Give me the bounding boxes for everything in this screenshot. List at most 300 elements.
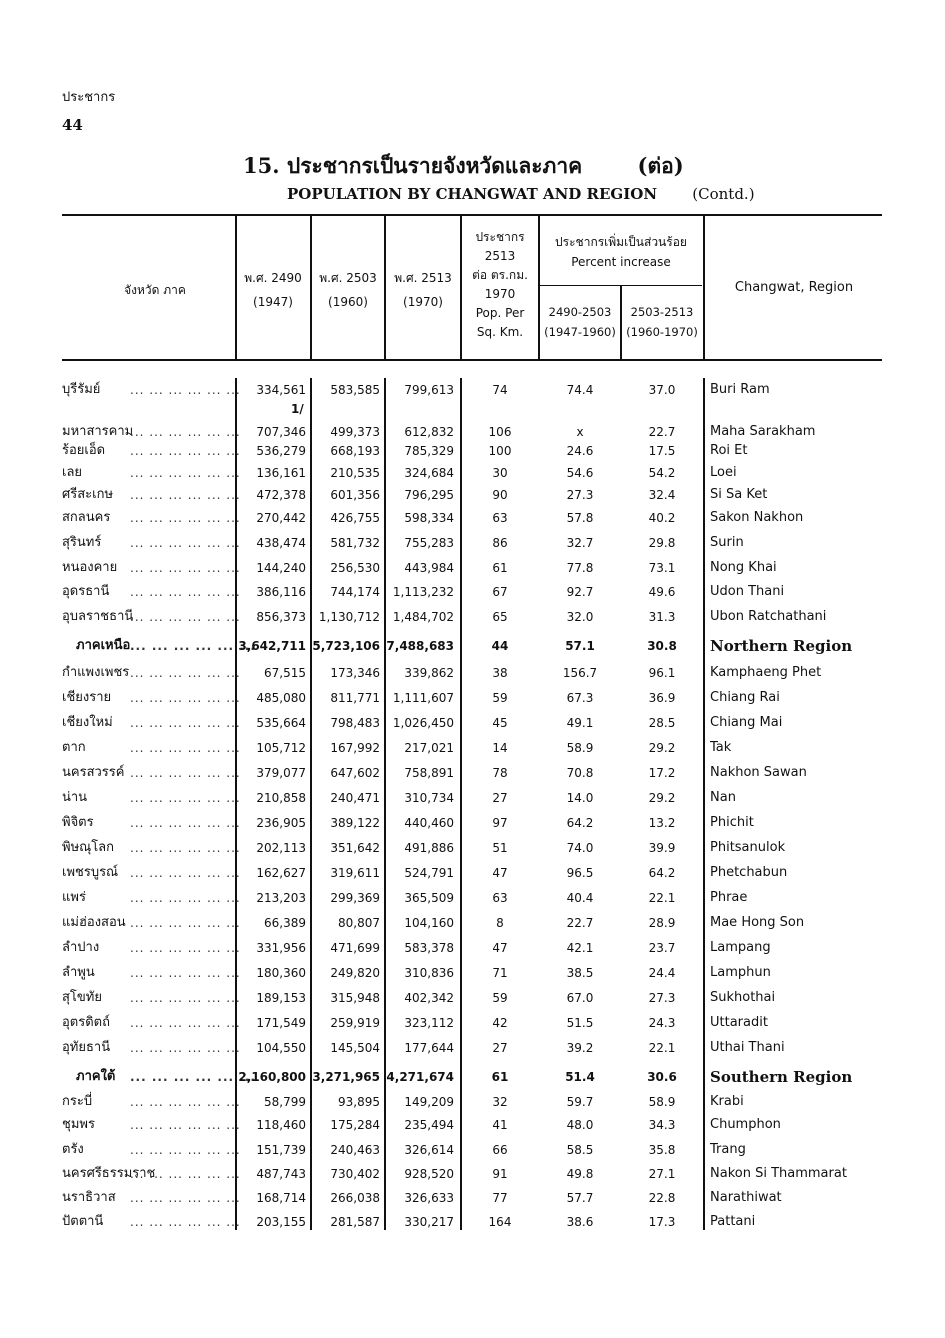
header-density: [461, 228, 539, 342]
header-inc1-year: (1947-1960): [544, 325, 616, 339]
leader-dots: ... ... ... ... ... ...: [130, 816, 241, 830]
increase-1947-1960: 67.0: [566, 991, 594, 1005]
increase-1960-1970: 17.3: [648, 1215, 676, 1229]
increase-1947-1960: 59.7: [566, 1095, 594, 1109]
header-percent-increase: [538, 232, 704, 272]
population-1970: 310,836: [404, 966, 454, 980]
increase-1960-1970: 24.3: [648, 1016, 676, 1030]
increase-1947-1960: 48.0: [566, 1118, 594, 1132]
density-1970: 14: [492, 741, 508, 755]
population-1947: 236,905: [256, 816, 306, 830]
header-1947-year: (1947): [253, 295, 293, 309]
changwat-english: Nong Khai: [710, 560, 777, 575]
leader-dots: ... ... ... ... ... ...: [130, 791, 241, 805]
changwat-thai: อุทัยธานี: [62, 1040, 111, 1055]
table-row: [0, 811, 945, 835]
increase-1947-1960: 96.5: [566, 866, 594, 880]
table-top-rule: [62, 214, 882, 216]
population-1960: 471,699: [330, 941, 380, 955]
increase-1960-1970: 28.5: [648, 716, 676, 730]
density-1970: 66: [492, 1143, 508, 1157]
changwat-english: Uthai Thani: [710, 1040, 785, 1055]
increase-1947-1960: 54.6: [566, 466, 594, 480]
population-1970: 612,832: [404, 425, 454, 439]
changwat-thai: ภาคเหนือ: [76, 638, 131, 653]
header-density-thai-2: 2513: [484, 249, 516, 263]
population-1960: 1,130,712: [318, 610, 380, 624]
increase-1947-1960: 32.0: [566, 610, 594, 624]
density-1970: 77: [492, 1191, 508, 1205]
table-row: [0, 580, 945, 604]
table-row: [0, 736, 945, 760]
header-1960-year: (1960): [328, 295, 368, 309]
leader-dots: ... ... ... ... ... ...: [130, 488, 241, 502]
population-1960: 249,820: [330, 966, 380, 980]
population-1960: 175,284: [330, 1118, 380, 1132]
population-1970: 598,334: [404, 511, 454, 525]
increase-1947-1960: 39.2: [566, 1041, 594, 1055]
header-increase-thai: ประชากรเพิ่มเป็นส่วนร้อย: [555, 235, 687, 249]
changwat-thai: สุโขทัย: [62, 990, 102, 1005]
table-row: [0, 1090, 945, 1114]
population-1960: 744,174: [330, 585, 380, 599]
density-1970: 86: [492, 536, 508, 550]
region-row: [0, 634, 945, 658]
population-1970: 310,734: [404, 791, 454, 805]
changwat-thai: ปัตตานี: [62, 1214, 104, 1229]
population-1960: 730,402: [330, 1167, 380, 1181]
population-1947: 203,155: [256, 1215, 306, 1229]
population-1960: 256,530: [330, 561, 380, 575]
increase-1947-1960: 24.6: [566, 444, 594, 458]
increase-1947-1960: 38.6: [566, 1215, 594, 1229]
changwat-english: Trang: [710, 1142, 746, 1157]
increase-1960-1970: 22.8: [648, 1191, 676, 1205]
population-1947: 487,743: [256, 1167, 306, 1181]
changwat-english: Chiang Rai: [710, 690, 780, 705]
population-1960: 581,732: [330, 536, 380, 550]
table-row: [0, 506, 945, 530]
population-1960: 811,771: [330, 691, 380, 705]
population-1970: 440,460: [404, 816, 454, 830]
changwat-thai: แพร่: [62, 890, 86, 905]
population-1970: 7,488,683: [386, 639, 454, 653]
density-1970: 78: [492, 766, 508, 780]
leader-dots: ... ... ... ... ... ...: [130, 1167, 241, 1181]
leader-dots: ... ... ... ... ... ...: [130, 1143, 241, 1157]
population-1970: 928,520: [404, 1167, 454, 1181]
changwat-thai: ลำพูน: [62, 965, 95, 980]
population-1970: 524,791: [404, 866, 454, 880]
increase-1960-1970: 31.3: [648, 610, 676, 624]
leader-dots: ... ... ... ... ... ...: [130, 536, 241, 550]
changwat-english: Phichit: [710, 815, 754, 830]
table-row: [0, 1138, 945, 1162]
density-1970: 63: [492, 511, 508, 525]
increase-1960-1970: 24.4: [648, 966, 676, 980]
changwat-thai: สุรินทร์: [62, 535, 102, 550]
table-row: [0, 886, 945, 910]
population-1960: 583,585: [330, 383, 380, 397]
increase-1947-1960: 74.0: [566, 841, 594, 855]
increase-1947-1960: 57.8: [566, 511, 594, 525]
population-1970: 799,613: [404, 383, 454, 397]
population-1947: 168,714: [256, 1191, 306, 1205]
population-1947: 66,389: [264, 916, 306, 930]
leader-dots: ... ... ... ... ... ...: [130, 585, 241, 599]
leader-dots: ... ... ... ... ... ...: [130, 466, 241, 480]
population-1947: 210,858: [256, 791, 306, 805]
population-1947: 856,373: [256, 610, 306, 624]
increase-1947-1960: 32.7: [566, 536, 594, 550]
title-thai-contd: (ต่อ): [637, 153, 684, 178]
population-1970: 796,295: [404, 488, 454, 502]
changwat-thai: บุรีรัมย์: [62, 382, 101, 397]
title-english-text: POPULATION BY CHANGWAT AND REGION: [287, 185, 658, 203]
changwat-english: Chumphon: [710, 1117, 781, 1132]
increase-1960-1970: 37.0: [648, 383, 676, 397]
changwat-english: Si Sa Ket: [710, 487, 768, 502]
changwat-thai: นครศรีธรรมราช: [62, 1166, 156, 1181]
population-1947: 334,561: [256, 383, 306, 397]
table-row: [0, 836, 945, 860]
increase-1960-1970: 36.9: [648, 691, 676, 705]
population-1970: 217,021: [404, 741, 454, 755]
density-1970: 32: [492, 1095, 508, 1109]
population-1970: 1,026,450: [392, 716, 454, 730]
table-number: 15.: [243, 153, 280, 178]
population-1960: 281,587: [330, 1215, 380, 1229]
population-1970: 443,984: [404, 561, 454, 575]
leader-dots: ... ... ... ... ... ...: [130, 1041, 241, 1055]
increase-1960-1970: 29.2: [648, 791, 676, 805]
title-english-contd: (Contd.): [692, 185, 755, 203]
population-1947: 472,378: [256, 488, 306, 502]
population-1960: 798,483: [330, 716, 380, 730]
population-1947: 189,153: [256, 991, 306, 1005]
header-1970-thai: พ.ศ. 2513: [394, 271, 452, 285]
table-row: [0, 378, 945, 402]
population-1970: 235,494: [404, 1118, 454, 1132]
density-1970: 63: [492, 891, 508, 905]
header-1947: [236, 268, 310, 312]
density-1970: 164: [488, 1215, 512, 1229]
table-row: [0, 861, 945, 885]
density-1970: 59: [492, 691, 508, 705]
changwat-english: Uttaradit: [710, 1015, 768, 1030]
changwat-english: Chiang Mai: [710, 715, 783, 730]
leader-dots: ... ... ... ... ... ...: [130, 1191, 241, 1205]
changwat-thai: ตาก: [62, 740, 86, 755]
population-1960: 167,992: [330, 741, 380, 755]
population-1947: 136,161: [256, 466, 306, 480]
changwat-thai: พิจิตร: [62, 815, 94, 830]
region-row: [0, 1065, 945, 1089]
leader-dots: ... ... ... ... ... ...: [130, 766, 241, 780]
header-1947-thai: พ.ศ. 2490: [244, 271, 302, 285]
changwat-thai: ลำปาง: [62, 940, 100, 955]
population-1960: 210,535: [330, 466, 380, 480]
leader-dots: ... ... ... ... ... ...: [130, 511, 241, 525]
table-row: [0, 786, 945, 810]
increase-1947-1960: 51.4: [565, 1070, 595, 1084]
increase-1947-1960: 40.4: [566, 891, 594, 905]
population-1960: 499,373: [330, 425, 380, 439]
increase-1960-1970: 40.2: [648, 511, 676, 525]
changwat-thai: เชียงใหม่: [62, 715, 113, 730]
density-1970: 100: [488, 444, 512, 458]
increase-1947-1960: 51.5: [566, 1016, 594, 1030]
increase-1960-1970: 27.1: [648, 1167, 676, 1181]
increase-1947-1960: 70.8: [566, 766, 594, 780]
header-changwat-thai: จังหวัด ภาค: [124, 283, 186, 297]
population-1947: 707,346: [256, 425, 306, 439]
leader-dots: ... ... ... ... ... ...: [130, 639, 256, 653]
population-1970: 330,217: [404, 1215, 454, 1229]
changwat-thai: น่าน: [62, 790, 88, 805]
population-1970: 365,509: [404, 891, 454, 905]
header-1970: [385, 268, 461, 312]
population-1947: 58,799: [264, 1095, 306, 1109]
density-1970: 91: [492, 1167, 508, 1181]
population-1947: 104,550: [256, 1041, 306, 1055]
leader-dots: ... ... ... ... ... ...: [130, 1118, 241, 1132]
changwat-thai: หนองคาย: [62, 560, 118, 575]
header-density-en-2: Pop. Per: [475, 306, 525, 320]
header-inc2-year: (1960-1970): [626, 325, 698, 339]
changwat-english: Roi Et: [710, 443, 748, 458]
changwat-english: Kamphaeng Phet: [710, 665, 822, 680]
changwat-thai: ภาคใต้: [76, 1069, 116, 1084]
changwat-thai: แม่ฮ่องสอน: [62, 915, 126, 930]
changwat-thai: เชียงราย: [62, 690, 112, 705]
leader-dots: ... ... ... ... ... ...: [130, 941, 241, 955]
population-1970: 755,283: [404, 536, 454, 550]
increase-1947-1960: 38.5: [566, 966, 594, 980]
increase-1947-1960: 92.7: [566, 585, 594, 599]
population-1960: 266,038: [330, 1191, 380, 1205]
population-1960: 93,895: [338, 1095, 380, 1109]
increase-1960-1970: 73.1: [648, 561, 676, 575]
changwat-thai: เพชรบูรณ์: [62, 865, 119, 880]
density-1970: 38: [492, 666, 508, 680]
density-1970: 59: [492, 991, 508, 1005]
population-1947: 151,739: [256, 1143, 306, 1157]
density-1970: 71: [492, 966, 508, 980]
table-row: [0, 531, 945, 555]
population-1970: 326,614: [404, 1143, 454, 1157]
changwat-thai: กระบี่: [62, 1094, 93, 1109]
table-title-thai: [243, 150, 684, 183]
leader-dots: ... ... ... ... ... ...: [130, 561, 241, 575]
population-1947: 105,712: [256, 741, 306, 755]
table-row: [0, 1186, 945, 1210]
increase-1960-1970: 27.3: [648, 991, 676, 1005]
table-row: [0, 986, 945, 1010]
header-density-en-1: 1970: [484, 287, 516, 301]
increase-1960-1970: 35.8: [648, 1143, 676, 1157]
increase-1960-1970: 34.3: [648, 1118, 676, 1132]
increase-1947-1960: 74.4: [566, 383, 594, 397]
changwat-english: Southern Region: [710, 1068, 853, 1086]
changwat-thai: ชุมพร: [62, 1117, 95, 1132]
population-1970: 402,342: [404, 991, 454, 1005]
population-1960: 668,193: [330, 444, 380, 458]
increase-1947-1960: x: [576, 425, 584, 439]
population-1960: 240,463: [330, 1143, 380, 1157]
density-1970: 74: [492, 383, 508, 397]
population-1947: 379,077: [256, 766, 306, 780]
population-1947: 438,474: [256, 536, 306, 550]
table-row: [0, 461, 945, 485]
leader-dots: ... ... ... ... ... ...: [130, 383, 241, 397]
changwat-english: Nakon Si Thammarat: [710, 1166, 847, 1181]
leader-dots: ... ... ... ... ... ...: [130, 1070, 256, 1084]
population-1947: 2,160,800: [238, 1070, 306, 1084]
table-row: [0, 761, 945, 785]
population-1960: 351,642: [330, 841, 380, 855]
population-1947: 270,442: [256, 511, 306, 525]
header-1960-thai: พ.ศ. 2503: [319, 271, 377, 285]
population-1947: 535,664: [256, 716, 306, 730]
table-row: [0, 661, 945, 685]
table-row: [0, 961, 945, 985]
population-1970: 583,378: [404, 941, 454, 955]
density-1970: 97: [492, 816, 508, 830]
increase-1947-1960: 57.7: [566, 1191, 594, 1205]
changwat-thai: ร้อยเอ็ด: [62, 443, 106, 458]
leader-dots: ... ... ... ... ... ...: [130, 691, 241, 705]
increase-1960-1970: 39.9: [648, 841, 676, 855]
population-1947: 213,203: [256, 891, 306, 905]
density-1970: 51: [492, 841, 508, 855]
increase-1947-1960: 27.3: [566, 488, 594, 502]
density-1970: 47: [492, 866, 508, 880]
table-row: [0, 483, 945, 507]
header-increase-1960-1970: [622, 302, 702, 342]
increase-1947-1960: 58.5: [566, 1143, 594, 1157]
population-1970: 149,209: [404, 1095, 454, 1109]
population-1970: 177,644: [404, 1041, 454, 1055]
population-1960: 315,948: [330, 991, 380, 1005]
changwat-english: Surin: [710, 535, 744, 550]
leader-dots: ... ... ... ... ... ...: [130, 1095, 241, 1109]
increase-1947-1960: 49.1: [566, 716, 594, 730]
population-1960: 5,723,106: [312, 639, 380, 653]
density-1970: 61: [492, 561, 508, 575]
increase-1947-1960: 58.9: [566, 741, 594, 755]
table-row: [0, 936, 945, 960]
increase-1960-1970: 30.6: [647, 1070, 677, 1084]
table-row: [0, 1210, 945, 1234]
density-1970: 47: [492, 941, 508, 955]
population-1960: 319,611: [330, 866, 380, 880]
increase-1960-1970: 29.2: [648, 741, 676, 755]
population-1970: 1,484,702: [392, 610, 454, 624]
header-density-en-3: Sq. Km.: [476, 325, 524, 339]
population-1970: 1,113,232: [392, 585, 454, 599]
density-1970: 41: [492, 1118, 508, 1132]
population-1960: 80,807: [338, 916, 380, 930]
increase-1947-1960: 64.2: [566, 816, 594, 830]
leader-dots: ... ... ... ... ... ...: [130, 1016, 241, 1030]
leader-dots: ... ... ... ... ... ...: [130, 1215, 241, 1229]
density-1970: 61: [491, 1070, 509, 1084]
changwat-thai: อุตรดิตถ์: [62, 1015, 110, 1030]
population-1947: 536,279: [256, 444, 306, 458]
increase-1960-1970: 28.9: [648, 916, 676, 930]
increase-1960-1970: 17.2: [648, 766, 676, 780]
changwat-english: Pattani: [710, 1214, 756, 1229]
table-row: [0, 1036, 945, 1060]
changwat-english: Ubon Ratchathani: [710, 609, 827, 624]
changwat-thai: เลย: [62, 465, 83, 480]
increase-1960-1970: 32.4: [648, 488, 676, 502]
population-1960: 259,919: [330, 1016, 380, 1030]
changwat-thai: ตรัง: [62, 1142, 84, 1157]
table-row: [0, 686, 945, 710]
increase-1960-1970: 17.5: [648, 444, 676, 458]
page-number: 44: [62, 116, 83, 134]
changwat-english: Tak: [710, 740, 732, 755]
changwat-thai: กำแพงเพชร: [62, 665, 130, 680]
leader-dots: ... ... ... ... ... ...: [130, 425, 241, 439]
density-1970: 67: [492, 585, 508, 599]
population-1970: 758,891: [404, 766, 454, 780]
population-1947: 171,549: [256, 1016, 306, 1030]
population-1970: 326,633: [404, 1191, 454, 1205]
population-1970: 324,684: [404, 466, 454, 480]
increase-1947-1960: 42.1: [566, 941, 594, 955]
increase-1960-1970: 49.6: [648, 585, 676, 599]
increase-1960-1970: 29.8: [648, 536, 676, 550]
table-row: [0, 711, 945, 735]
increase-1947-1960: 77.8: [566, 561, 594, 575]
table-row: [0, 605, 945, 629]
population-1960: 145,504: [330, 1041, 380, 1055]
population-1947: 386,116: [256, 585, 306, 599]
header-bottom-rule: [62, 359, 882, 361]
header-inc2-thai: 2503-2513: [630, 305, 694, 319]
changwat-english: Northern Region: [710, 637, 853, 655]
increase-1947-1960: 57.1: [565, 639, 595, 653]
header-changwat-english: Changwat, Region: [734, 280, 854, 295]
density-1970: 90: [492, 488, 508, 502]
density-1970: 42: [492, 1016, 508, 1030]
density-1970: 106: [488, 425, 512, 439]
increase-1960-1970: 54.2: [648, 466, 676, 480]
density-1970: 27: [492, 1041, 508, 1055]
changwat-english: Udon Thani: [710, 584, 785, 599]
population-1960: 173,346: [330, 666, 380, 680]
changwat-thai: นครสวรรค์: [62, 765, 125, 780]
increase-1947-1960: 67.3: [566, 691, 594, 705]
increase-1960-1970: 30.8: [647, 639, 677, 653]
header-density-thai-1: ประชากร: [475, 230, 525, 244]
population-1960: 299,369: [330, 891, 380, 905]
leader-dots: ... ... ... ... ... ...: [130, 841, 241, 855]
table-row: [0, 911, 945, 935]
population-1970: 1,111,607: [392, 691, 454, 705]
leader-dots: ... ... ... ... ... ...: [130, 716, 241, 730]
population-1970: 323,112: [404, 1016, 454, 1030]
increase-1947-1960: 156.7: [562, 666, 598, 680]
population-1970: 104,160: [404, 916, 454, 930]
header-increase-english: Percent increase: [571, 255, 671, 269]
population-1947: 144,240: [256, 561, 306, 575]
changwat-thai: อุดรธานี: [62, 584, 110, 599]
increase-1960-1970: 22.7: [648, 425, 676, 439]
